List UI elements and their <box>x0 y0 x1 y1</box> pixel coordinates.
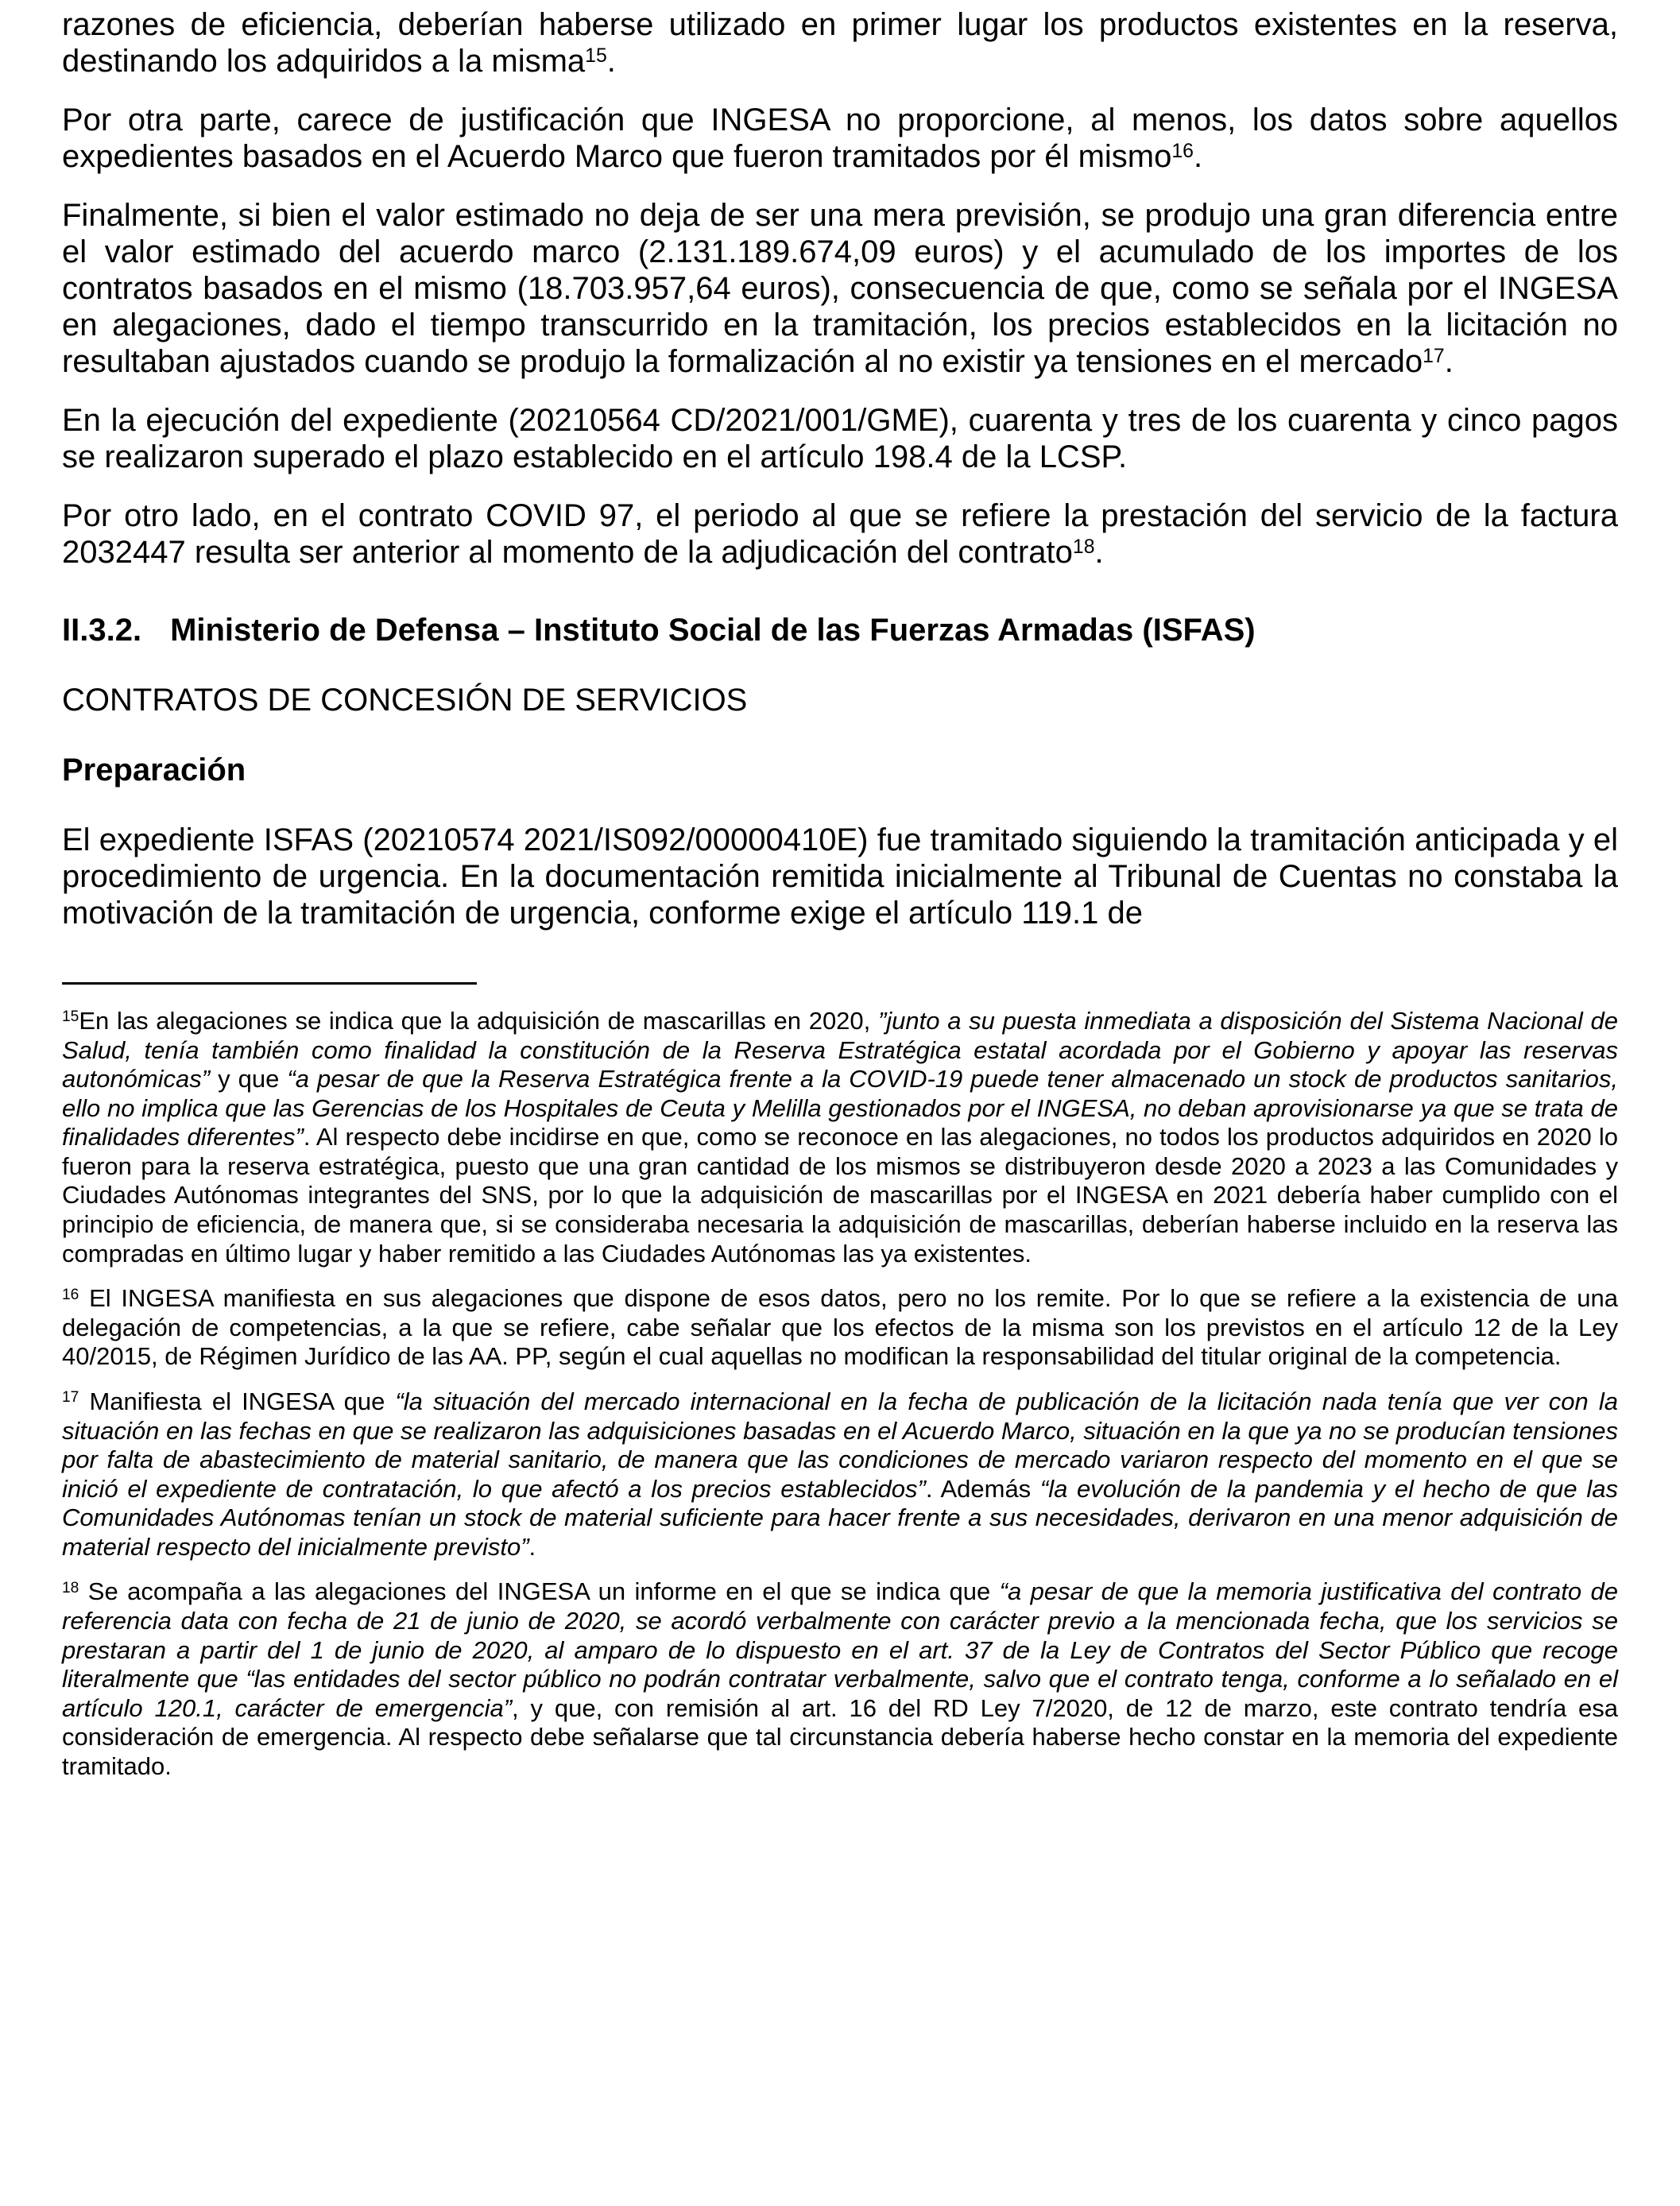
quoted-text: “a pesar de que la memoria justificativa del contrato de referencia data con fecha de 21 de junio de 2020, se acordó verbalmente con carácter previo a la mencionada fecha, que los servicios se prestaran a partir del 1 de junio de 2020, al amparo de lo dispuesto en el art. 37 de la Ley de Contratos del Sector Público que recoge literalmente que “las entidades del sector público no podrán contratar verbalmente, salvo que el contrato tenga, conforme a lo señalado en el artículo 120.1, carácter de emergencia” <box>62 1577 1618 1722</box>
footnotes-list <box>62 1007 1618 1781</box>
footnote-reference: 18 <box>1072 536 1095 558</box>
footnote-marker: 18 <box>62 1579 79 1596</box>
text-run: Por otra parte, carece de justificación que INGESA no proporcione, al menos, los datos sobre aquellos expedientes basados en el Acuerdo Marco que fueron tramitados por él mismo <box>62 103 1618 174</box>
footnote <box>62 1387 1618 1562</box>
quoted-text: “la evolución de la pandemia y el hecho de que las Comunidades Autónomas tenían un stock de material suficiente para hacer frente a sus necesidades, derivaron en una menor adquisición de material respecto del inicialmente previsto” <box>62 1474 1618 1561</box>
text-run: . <box>528 1532 536 1561</box>
text-run: y que <box>210 1065 288 1093</box>
footnote-marker: 16 <box>62 1286 79 1303</box>
text-run: Manifiesta el INGESA que <box>79 1387 396 1415</box>
footnote-marker: 17 <box>62 1389 79 1407</box>
paragraph <box>62 822 1618 931</box>
text-run: . <box>1444 344 1454 379</box>
paragraph <box>62 497 1618 571</box>
preparation-heading: Preparación <box>62 753 246 788</box>
text-run: Finalmente, si bien el valor estimado no deja de ser una mera previsión, se produjo una gran diferencia entre el valor estimado del acuerdo marco (2.131.189.674,09 euros) y el acumulado de los importes de los contratos basados en el mismo (18.703.957,64 euros), consecuencia de que, como se señala por el INGESA en alegaciones, dado el tiempo transcurrido en la tramitación, los precios establecidos en la licitación no resultaban ajustados cuando se produjo la formalización al no existir ya tensiones en el mercado <box>62 198 1618 379</box>
footnote-reference: 15 <box>585 45 607 67</box>
footnote <box>62 1284 1618 1372</box>
body-text <box>62 6 1618 931</box>
text-run: El INGESA manifiesta en sus alegaciones que dispone de esos datos, pero no los remite. Por lo que se refiere a la existencia de una delegación de competencias, a la que se refiere, cabe señalar que los efectos de la misma son los previstos en el artículo 12 de la Ley 40/2015, de Régimen Jurídico de las AA. PP, según el cual aquellas no modifican la responsabilidad del titular original de la competencia. <box>62 1284 1618 1371</box>
body-paragraphs <box>62 6 1618 571</box>
text-run: . <box>1094 535 1104 570</box>
footnote-marker: 15 <box>62 1008 79 1026</box>
paragraph <box>62 6 1618 79</box>
footnote-reference: 16 <box>1171 140 1194 162</box>
text-run: . Además <box>925 1474 1040 1503</box>
text-run: . <box>606 44 616 79</box>
text-run: razones de eficiencia, deberían haberse utilizado en primer lugar los productos existentes en la reserva, destinando los adquiridos a la misma <box>62 7 1618 79</box>
footnote-separator <box>62 982 477 985</box>
contract-type-heading: CONTRATOS DE CONCESIÓN DE SERVICIOS <box>62 683 748 718</box>
text-run: Se acompaña a las alegaciones del INGESA un informe en el que se indica que <box>79 1577 1000 1606</box>
footnote <box>62 1007 1618 1268</box>
paragraph <box>62 402 1618 475</box>
paragraph <box>62 102 1618 175</box>
quoted-text: ”junto a su puesta inmediata a disposición del Sistema Nacional de Salud, tenía también como finalidad la constitución de la Reserva Estratégica estatal acordada por el Gobierno y apoyar las reservas autonómicas” <box>62 1007 1618 1093</box>
text-run: . <box>1193 139 1203 174</box>
section-heading <box>62 612 1618 648</box>
body-paragraphs-after <box>62 822 1618 931</box>
text-run: , y que, con remisión al art. 16 del RD Ley 7/2020, de 12 de marzo, este contrato tendría esa consideración de emergencia. Al respecto debe señalarse que tal circunstancia debería haberse hecho constar en la memoria del expediente tramitado. <box>62 1693 1619 1780</box>
text-run: Por otro lado, en el contrato COVID 97, el periodo al que se refiere la prestación del servicio de la factura 2032447 resulta ser anterior al momento de la adjudicación del contrato <box>62 498 1618 570</box>
quoted-text: “a pesar de que la Reserva Estratégica frente a la COVID-19 puede tener almacenado un stock de productos sanitarios, ello no implica que las Gerencias de los Hospitales de Ceuta y Melilla gestionados por el INGESA, no deban aprovisionarse ya que se trata de finalidades diferentes” <box>62 1065 1618 1151</box>
quoted-text: “la situación del mercado internacional en la fecha de publicación de la licitación nada tenía que ver con la situación en las fechas en que se realizaron las adquisiciones basadas en el Acuerdo Marco, situación en la que ya no se producían tensiones por falta de abastecimiento de material sanitario, de manera que las condiciones de mercado variaron respecto del momento en el que se inició el expediente de contratación, lo que afectó a los precios establecidos” <box>62 1387 1618 1503</box>
paragraph <box>62 197 1618 380</box>
text-run: El expediente ISFAS (20210574 2021/IS092/00000410E) fue tramitado siguiendo la tramitación anticipada y el procedimiento de urgencia. En la documentación remitida inicialmente al Tribunal de Cuentas no constaba la motivación de la tramitación de urgencia, conforme exige el artículo 119.1 de <box>62 822 1618 931</box>
text-run: En la ejecución del expediente (20210564 CD/2021/001/GME), cuarenta y tres de los cuarenta y cinco pagos se realizaron superado el plazo establecido en el artículo 198.4 de la LCSP. <box>62 403 1618 474</box>
section-heading-number: II.3.2. <box>62 613 142 648</box>
footnote <box>62 1577 1618 1781</box>
footnotes-section <box>62 982 1618 1781</box>
footnote-reference: 17 <box>1423 345 1445 367</box>
text-run: En las alegaciones se indica que la adquisición de mascarillas en 2020, <box>79 1007 878 1035</box>
section-heading-title: Ministerio de Defensa – Instituto Social de las Fuerzas Armadas (ISFAS) <box>170 613 1256 648</box>
text-run: . Al respecto debe incidirse en que, como se reconoce en las alegaciones, no todos los productos adquiridos en 2020 lo fueron para la reserva estratégica, puesto que una gran cantidad de los mismos se distribuyeron desde 2020 a 2023 a las Comunidades y Ciudades Autónomas integrantes del SNS, por lo que la adquisición de mascarillas por el INGESA en 2021 debería haber cumplido con el principio de eficiencia, de manera que, si se consideraba necesaria la adquisición de mascarillas, deberían haberse incluido en la reserva las compradas en último lugar y haber remitido a las Ciudades Autónomas las ya existentes. <box>62 1123 1619 1267</box>
